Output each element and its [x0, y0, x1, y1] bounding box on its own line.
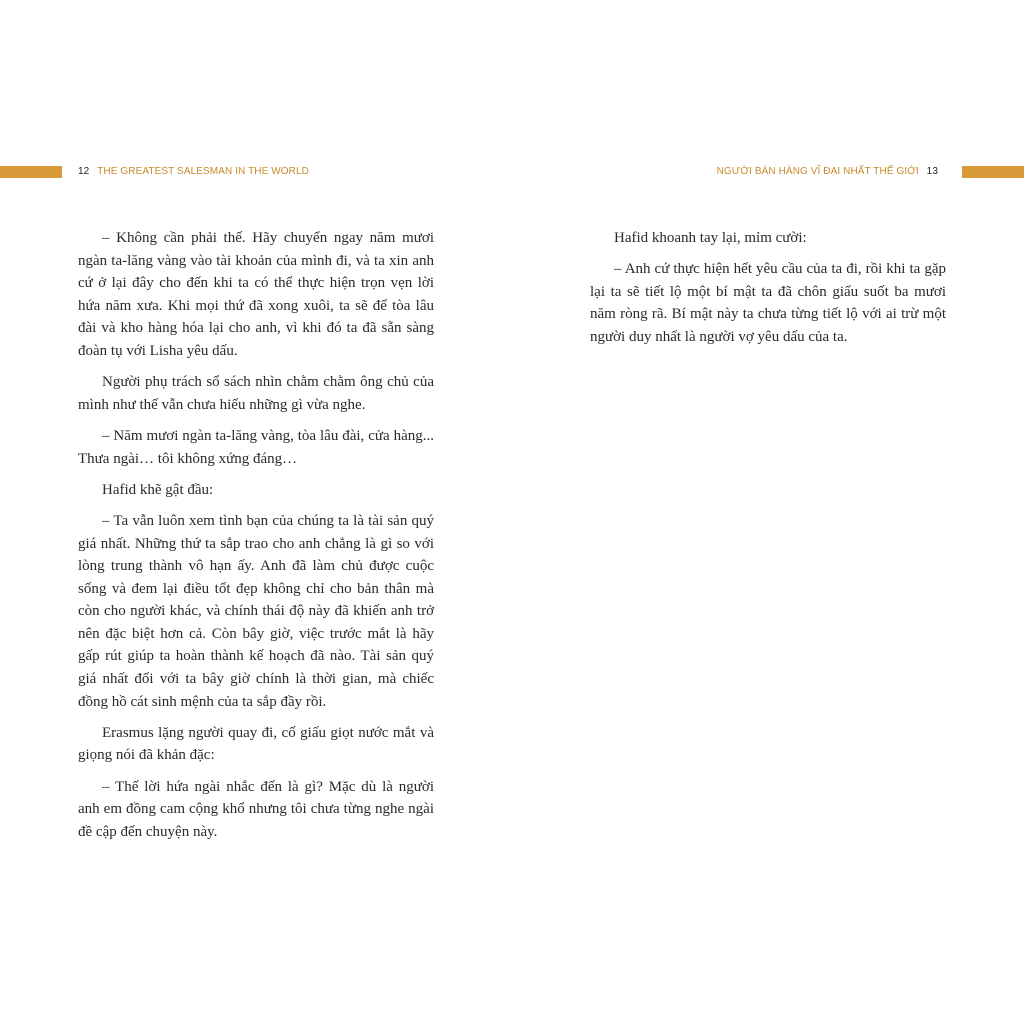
- left-running-title: THE GREATEST SALESMAN IN THE WORLD: [97, 166, 309, 177]
- right-running-head: [717, 165, 938, 179]
- right-header-bar: [962, 166, 1024, 178]
- paragraph: Hafid khoanh tay lại, mỉm cười:: [614, 230, 807, 246]
- left-page-number: 12: [78, 166, 90, 177]
- paragraph: – Không cần phải thế. Hãy chuyển ngay năm mươi ngàn ta-lăng vàng vào tài khoản của mình đi, và ta xin anh cứ ở lại đây cho đến khi ta có thể thực hiện trọn vẹn lời hứa năm xưa. Khi mọi thứ đã xong xuôi, ta sẽ để tòa lâu đài và kho hàng hóa lại cho anh, vì khi đó ta đã sẵn sàng đoàn tụ với Lisha yêu dấu.: [78, 230, 434, 359]
- paragraph: – Ta vẫn luôn xem tình bạn của chúng ta là tài sản quý giá nhất. Những thứ ta sắp trao cho anh chẳng là gì so với lòng trung thành vô hạn ấy. Anh đã làm chủ được cuộc sống và đem lại điều tốt đẹp không chỉ cho bản thân mà còn cho người khác, và chính thái độ này đã khiến anh trở nên đặc biệt hơn cả. Còn bây giờ, việc trước mắt là hãy gấp rút giúp ta hoàn thành kế hoạch đã nào. Tài sản quý giá nhất đối với ta bây giờ chính là thời gian, mà chiếc đồng hồ cát sinh mệnh của ta sắp đầy rồi.: [78, 512, 434, 710]
- paragraph: Erasmus lặng người quay đi, cố giấu giọt nước mắt và giọng nói đã khản đặc:: [78, 724, 434, 764]
- right-running-title: NGƯỜI BÁN HÀNG VĨ ĐẠI NHẤT THẾ GIỚI: [716, 166, 919, 177]
- left-running-head: [78, 165, 309, 179]
- paragraph: Người phụ trách sổ sách nhìn chằm chằm ông chủ của mình như thể vẫn chưa hiểu những gì vừa nghe.: [78, 374, 434, 413]
- paragraph: Hafid khẽ gật đầu:: [102, 481, 214, 498]
- right-page-body: [590, 227, 946, 357]
- left-header-bar: [0, 166, 62, 178]
- right-page-number: 13: [926, 166, 938, 177]
- paragraph: – Năm mươi ngàn ta-lăng vàng, tòa lâu đài, cửa hàng... Thưa ngài… tôi không xứng đáng…: [78, 427, 434, 467]
- paragraph: – Anh cứ thực hiện hết yêu cầu của ta đi, rồi khi ta gặp lại ta sẽ tiết lộ một bí mật ta đã chôn giấu suốt ba mươi năm ròng rã. Bí mật này ta chưa từng tiết lộ với ai trừ một người duy nhất là người vợ yêu dấu của ta.: [590, 261, 946, 345]
- paragraph: – Thế lời hứa ngài nhắc đến là gì? Mặc dù là người anh em đồng cam cộng khổ nhưng tôi chưa từng nghe ngài đề cập đến chuyện này.: [78, 778, 434, 840]
- left-page-body: [78, 227, 434, 852]
